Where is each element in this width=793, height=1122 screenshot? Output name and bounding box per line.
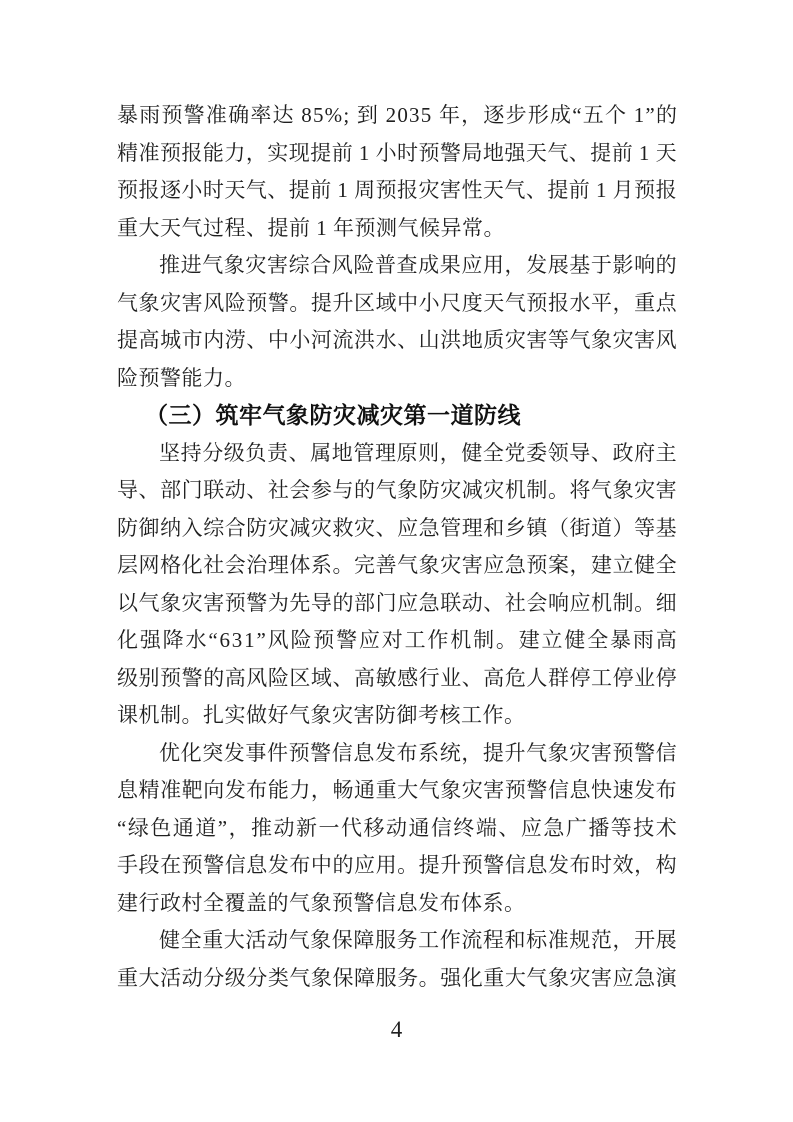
text-line: 级 别 预 警 的 高 风 险 区 域 、 高 敏 感 行 业 、 高 危 人 群 停 工 停 业 停 (117, 665, 677, 690)
text-line: 暴 雨 预 警 准 确 率 达 8 5 % ; 到 2 0 3 5 年 ， 逐 步 形 成 “ 五 个 1 ” 的 (117, 103, 677, 127)
text-line: “ 绿 色 通 道 ” ， 推 动 新 一 代 移 动 通 信 终 端 、 应 急 广 播 等 技 术 (117, 815, 677, 840)
text-line: 层 网 格 化 社 会 治 理 体 系 。 完 善 气 象 灾 害 应 急 预 案 ， 建 立 健 全 (117, 553, 677, 577)
text-line: 气 象 灾 害 风 险 预 警 。 提 升 区 域 中 小 尺 度 天 气 预 报 水 平 ， 重 点 (117, 290, 677, 315)
text-line: 导 、 部 门 联 动 、 社 会 参 与 的 气 象 防 灾 减 灾 机 制 。 将 气 象 灾 害 (117, 478, 677, 502)
text-line: 化 强 降 水 “ 6 3 1 ” 风 险 预 警 应 对 工 作 机 制 。 建 立 健 全 暴 雨 高 (117, 628, 677, 652)
text-line: 以 气 象 灾 害 预 警 为 先 导 的 部 门 应 急 联 动 、 社 会 响 应 机 制 。 细 (117, 590, 677, 615)
text-line: 课机制。扎实做好气象灾害防御考核工作。 (117, 703, 526, 727)
text-line: 提 高 城 市 内 涝 、 中 小 河 流 洪 水 、 山 洪 地 质 灾 害 等 气 象 灾 害 风 (117, 328, 677, 352)
text-line: 手 段 在 预 警 信 息 发 布 中 的 应 用 。 提 升 预 警 信 息 发 布 时 效 ， 构 (117, 853, 677, 877)
text-line: 险预警能力。 (117, 365, 246, 390)
text-line: 息 精 准 靶 向 发 布 能 力 ， 畅 通 重 大 气 象 灾 害 预 警 信 息 快 速 发 布 (117, 778, 677, 802)
document-body (117, 97, 677, 997)
text-line: 坚 持 分 级 负 责 、 属 地 管 理 原 则 ， 健 全 党 委 领 导 、 政 府 主 (159, 440, 677, 465)
text-line: 健 全 重 大 活 动 气 象 保 障 服 务 工 作 流 程 和 标 准 规 范 ， 开 展 (159, 928, 677, 952)
text-line: 防 御 纳 入 综 合 防 灾 减 灾 救 灾 、 应 急 管 理 和 乡 镇 （ 街 道 ） 等 基 (117, 515, 677, 540)
text-line: 预 报 逐 小 时 天 气 、 提 前 1 周 预 报 灾 害 性 天 气 、 提 前 1 月 预 报 (117, 178, 677, 202)
text-line: 重 大 活 动 分 级 分 类 气 象 保 障 服 务 。 强 化 重 大 气 象 灾 害 应 急 演 (117, 965, 677, 990)
section-heading: （三）筑牢气象防灾减灾第一道防线 (145, 403, 521, 428)
text-line: 建行政村全覆盖的气象预警信息发布体系。 (117, 890, 526, 915)
text-line: 精 准 预 报 能 力 ， 实 现 提 前 1 小 时 预 警 局 地 强 天 气 、 提 前 1 天 (117, 140, 677, 165)
text-line: 优 化 突 发 事 件 预 警 信 息 发 布 系 统 ， 提 升 气 象 灾 害 预 警 信 (159, 740, 677, 765)
text-line: 重大天气过程、提前 1 年预测气候异常。 (117, 215, 505, 240)
text-line: 推 进 气 象 灾 害 综 合 风 险 普 查 成 果 应 用 ， 发 展 基 于 影 响 的 (159, 253, 677, 277)
page-number: 4 (390, 1017, 403, 1042)
